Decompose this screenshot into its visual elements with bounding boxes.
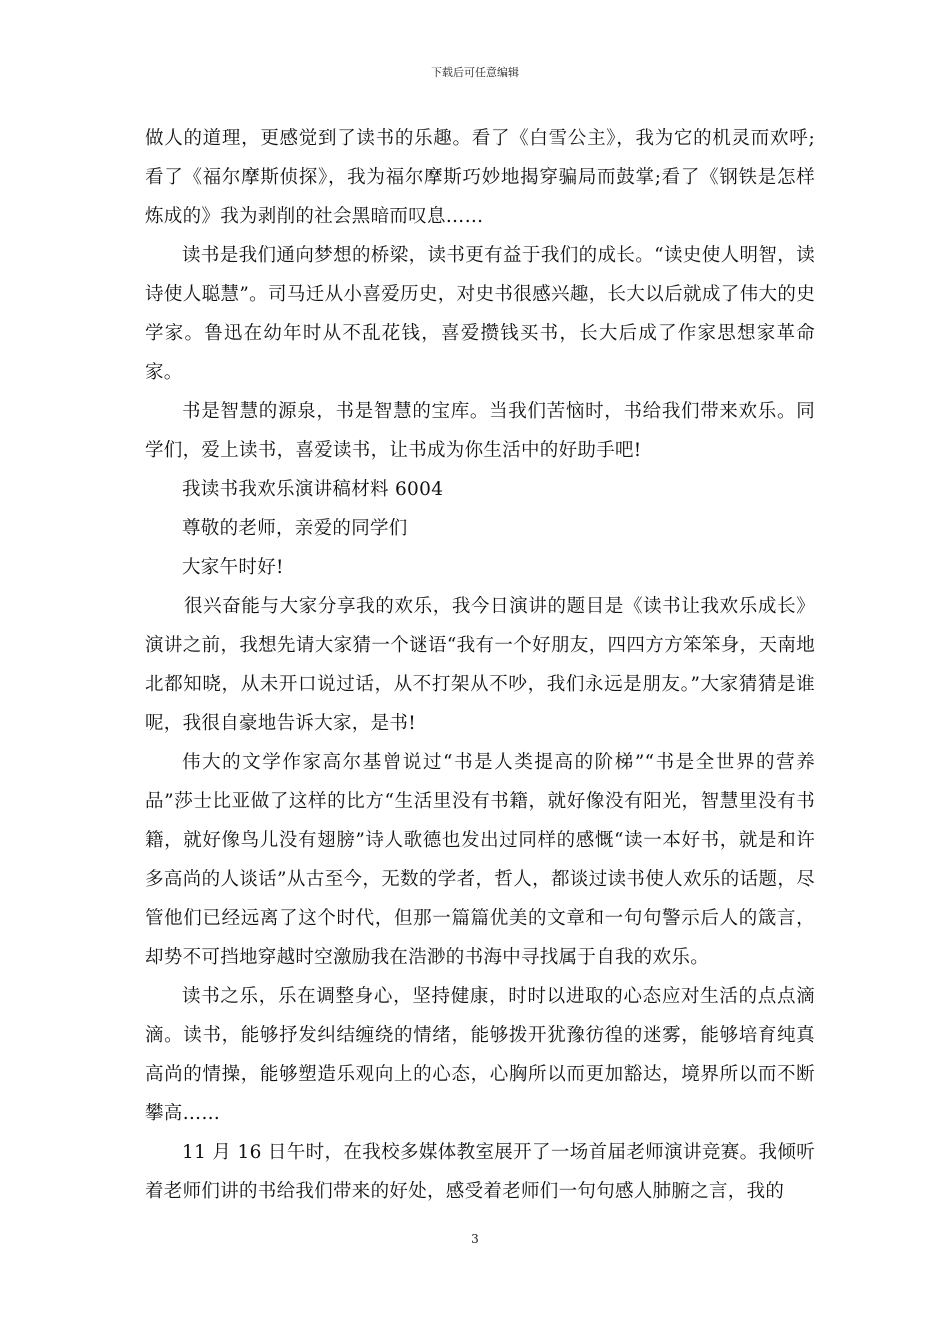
speech-salutation: 尊敬的老师，亲爱的同学们 xyxy=(182,518,408,539)
paragraph-reading-bridge: 读书是我们通向梦想的桥梁，读书更有益于我们的成长。“读史使人明智，读诗使人聪慧”。司马迁从小喜爱历史，对史书很感兴趣，长大以后就成了伟大的史学家。鲁迅在幼年时从不乱花钱，喜爱攒钱买书，长大后成了作家思想家革命家。 xyxy=(145,245,815,383)
page-header: 下载后可任意编辑 xyxy=(431,66,519,79)
paragraph-quotes: 伟大的文学作家高尔基曾说过“书是人类提高的阶梯”“书是全世界的营养品”莎士比亚做了这样的比方“生活里没有书籍，就好像没有阳光，智慧里没有书籍，就好像鸟儿没有翅膀”诗人歌德也发出过同样的感慨“读一本好书，就是和许多高尚的人谈话”从古至今，无数的学者，哲人，都谈过读书使人欢乐的话题，尽管他们已经远离了这个时代，但那一篇篇优美的文章和一句句警示后人的箴言，却势不可挡地穿越时空激励我在浩渺的书海中寻找属于自我的欢乐。 xyxy=(145,752,815,968)
document-body xyxy=(145,119,815,1211)
paragraph-joy-of-reading: 读书之乐，乐在调整身心，坚持健康，时时以进取的心态应对生活的点点滴滴。读书，能够抒发纠结缠绕的情绪，能够拨开犹豫彷徨的迷雾，能够培育纯真高尚的情操，能够塑造乐观向上的心态，心胸所以而更加豁达，境界所以而不断攀高…… xyxy=(145,986,815,1124)
paragraph-contest: 11 月 16 日午时，在我校多媒体教室展开了一场首届老师演讲竞赛。我倾听着老师们讲的书给我们带来的好处，感受着老师们一句句感人肺腑之言，我的 xyxy=(145,1142,815,1202)
page-number: 3 xyxy=(471,1232,479,1246)
speech-greeting: 大家午时好! xyxy=(182,557,284,578)
paragraph-continued: 做人的道理，更感觉到了读书的乐趣。看了《白雪公主》，我为它的机灵而欢呼;看了《福尔摩斯侦探》，我为福尔摩斯巧妙地揭穿骗局而鼓掌;看了《钢铁是怎样炼成的》我为剥削的社会黑暗而叹息…… xyxy=(145,128,815,227)
paragraph-riddle: 很兴奋能与大家分享我的欢乐，我今日演讲的题目是《读书让我欢乐成长》演讲之前，我想先请大家猜一个谜语“我有一个好朋友，四四方方笨笨身，天南地北都知晓，从未开口说过话，从不打架从不吵，我们永远是朋友。”大家猜猜是谁呢，我很自豪地告诉大家，是书! xyxy=(145,596,815,734)
speech-title: 我读书我欢乐演讲稿材料 6004 xyxy=(182,479,444,500)
paragraph-wisdom-source: 书是智慧的源泉，书是智慧的宝库。当我们苦恼时，书给我们带来欢乐。同学们，爱上读书，喜爱读书，让书成为你生活中的好助手吧! xyxy=(145,401,815,461)
